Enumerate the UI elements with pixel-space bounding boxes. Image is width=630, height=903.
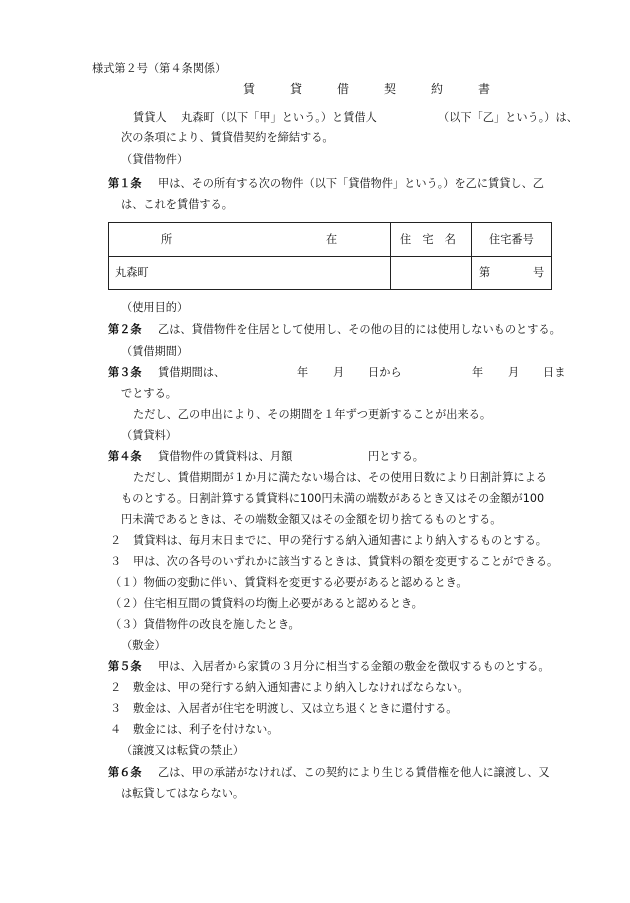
title-char: 貸 [290, 82, 303, 96]
article-text: 賃借期間は、 [158, 366, 226, 379]
table-divider [109, 256, 551, 257]
item-number: ２ [110, 681, 122, 694]
date-month: 月 [333, 366, 345, 379]
document-title [243, 80, 490, 97]
item-number: ３ [110, 555, 122, 568]
date-year: 年 [472, 366, 484, 379]
article-number: 第４条 [108, 450, 142, 463]
lessee-suffix: （以下「乙」という。）は、 [438, 111, 578, 124]
title-char: 約 [431, 82, 444, 96]
header-house-number: 住宅番号 [489, 233, 534, 246]
article-text: でとする。 [121, 387, 177, 400]
date-day-from: 日から [368, 366, 402, 379]
article-number: 第５条 [108, 660, 142, 673]
article-text: は、これを賃借する。 [121, 198, 233, 211]
article-text: 敷金は、甲の発行する納入通知書により納入しなければならない。 [133, 681, 469, 694]
article-text: 敷金は、入居者が住宅を明渡し、又は立ち退くときに還付する。 [133, 702, 458, 715]
header-location-b: 在 [326, 233, 338, 246]
lessor-name: 丸森町（以下「甲」という。）と賃借人 [181, 111, 377, 124]
article-text: ものとする。日割計算する賃貸料に100円未満の端数があるとき又はその金額が100 [121, 492, 545, 505]
location-value: 丸森町 [115, 266, 149, 279]
article-text: 円未満であるときは、その端数金額又はその金額を切り捨てるものとする。 [121, 513, 502, 526]
title-char: 書 [478, 82, 491, 96]
article-text: 敷金には、利子を付けない。 [133, 723, 279, 736]
article-text: 賃貸料は、毎月末日までに、甲の発行する納入通知書により納入するものとする。 [133, 534, 547, 547]
number-suffix: 号 [533, 266, 545, 279]
number-prefix: 第 [479, 266, 491, 279]
article-text: ただし、乙の申出により、その期間を１年ずつ更新することが出来る。 [133, 408, 492, 421]
form-label: 様式第２号（第４条関係） [92, 62, 227, 75]
item-number: ２ [110, 534, 122, 547]
section-heading: （貸借物件） [121, 153, 189, 166]
article-number: 第２条 [108, 323, 142, 336]
section-heading: （敷金） [121, 639, 166, 652]
sub-item: （１）物価の変動に伴い、賃貸料を変更する必要があると認めるとき。 [110, 576, 468, 589]
article-text: 甲は、その所有する次の物件（以下「貸借物件」という。）を乙に賃貸し、乙 [158, 177, 544, 190]
item-number: ４ [110, 723, 122, 736]
item-number: ３ [110, 702, 122, 715]
article-number: 第１条 [108, 177, 142, 190]
title-char: 賃 [243, 82, 256, 96]
sub-item: （２）住宅相互間の賃貸料の均衡上必要があると認めるとき。 [110, 597, 423, 610]
title-char: 借 [337, 82, 350, 96]
section-heading: （賃貸料） [121, 429, 177, 442]
article-text: 乙は、甲の承諾がなければ、この契約により生じる賃借権を他人に譲渡し、又 [158, 766, 550, 779]
article-number: 第６条 [108, 766, 142, 779]
lessor-label: 賃貸人 [133, 111, 167, 124]
property-table [108, 222, 552, 290]
rent-yen: 円とする。 [368, 450, 424, 463]
section-heading: （使用目的） [121, 301, 189, 314]
article-text: 甲は、次の各号のいずれかに該当するときは、賃貸料の額を変更することができる。 [133, 555, 559, 568]
sub-item: （３）貸借物件の改良を施したとき。 [110, 618, 300, 631]
article-text: は転貸してはならない。 [121, 787, 245, 800]
date-day-to: 日ま [543, 366, 566, 379]
article-text: 甲は、入居者から家賃の３月分に相当する金額の敷金を徴収するものとする。 [158, 660, 550, 673]
section-heading: （譲渡又は転貸の禁止） [121, 744, 245, 757]
date-year: 年 [297, 366, 309, 379]
article-text: 乙は、貸借物件を住居として使用し、その他の目的には使用しないものとする。 [158, 323, 561, 336]
article-text: 貸借物件の賃貸料は、月額 [158, 450, 293, 463]
header-house-name: 住 宅 名 [400, 233, 456, 246]
intro-line: 次の条項により、賃貸借契約を締結する。 [121, 131, 334, 144]
date-month: 月 [508, 366, 520, 379]
section-heading: （賃借期間） [121, 345, 189, 358]
header-location-a: 所 [161, 233, 173, 246]
article-number: 第３条 [108, 366, 142, 379]
title-char: 契 [384, 82, 397, 96]
article-text: ただし、賃借期間が１か月に満たない場合は、その使用日数により日割計算による [133, 471, 547, 484]
